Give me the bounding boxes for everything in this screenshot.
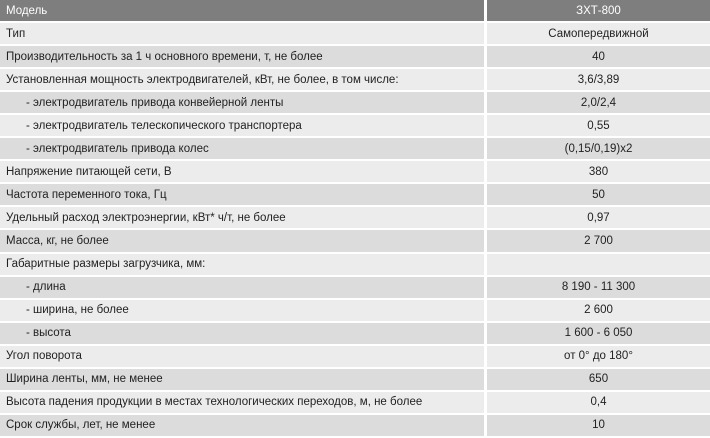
value-cell: 40 (487, 46, 710, 69)
table-row (0, 69, 710, 92)
table-row (0, 300, 710, 323)
param-cell: Частота переменного тока, Гц (0, 184, 487, 207)
table-row (0, 161, 710, 184)
table-row (0, 254, 710, 277)
table-row (0, 23, 710, 46)
param-cell: - электродвигатель привода колес (0, 138, 487, 161)
table-row (0, 369, 710, 392)
table-row (0, 115, 710, 138)
param-cell: - электродвигатель телескопического транспортера (0, 115, 487, 138)
param-cell: - высота (0, 323, 487, 346)
value-cell: 0,4 (487, 392, 710, 415)
value-cell: 380 (487, 161, 710, 184)
value-cell: 2 700 (487, 230, 710, 253)
value-cell: 0,55 (487, 115, 710, 138)
value-cell: 8 190 - 11 300 (487, 277, 710, 300)
table-row (0, 138, 710, 161)
param-cell: Ширина ленты, мм, не менее (0, 369, 487, 392)
header-value-cell: ЗХТ-800 (487, 0, 710, 23)
value-cell: (0,15/0,19)x2 (487, 138, 710, 161)
table-row (0, 230, 710, 253)
value-cell: 650 (487, 369, 710, 392)
table-row (0, 415, 710, 438)
param-cell: Производительность за 1 ч основного времени, т, не более (0, 46, 487, 69)
param-cell: - ширина, не более (0, 300, 487, 323)
table-row (0, 392, 710, 415)
table-row (0, 323, 710, 346)
param-cell: Масса, кг, не более (0, 230, 487, 253)
value-cell (487, 254, 710, 277)
table-row (0, 277, 710, 300)
param-cell: Удельный расход электроэнергии, кВт* ч/т, не более (0, 207, 487, 230)
value-cell: 2 600 (487, 300, 710, 323)
value-cell: от 0° до 180° (487, 346, 710, 369)
table-row (0, 346, 710, 369)
table-row (0, 207, 710, 230)
param-cell: Тип (0, 23, 487, 46)
param-cell: Установленная мощность электродвигателей, кВт, не более, в том числе: (0, 69, 487, 92)
value-cell: 2,0/2,4 (487, 92, 710, 115)
value-cell: Самопередвижной (487, 23, 710, 46)
value-cell: 50 (487, 184, 710, 207)
param-cell: - электродвигатель привода конвейерной ленты (0, 92, 487, 115)
value-cell: 1 600 - 6 050 (487, 323, 710, 346)
param-cell: Угол поворота (0, 346, 487, 369)
param-cell: Высота падения продукции в местах технологических переходов, м, не более (0, 392, 487, 415)
param-cell: - длина (0, 277, 487, 300)
param-cell: Срок службы, лет, не менее (0, 415, 487, 438)
table-row (0, 92, 710, 115)
table-row (0, 184, 710, 207)
value-cell: 0,97 (487, 207, 710, 230)
value-cell: 10 (487, 415, 710, 438)
header-param-cell: Модель (0, 0, 487, 23)
table-row (0, 46, 710, 69)
param-cell: Напряжение питающей сети, В (0, 161, 487, 184)
table-header-row (0, 0, 710, 23)
param-cell: Габаритные размеры загрузчика, мм: (0, 254, 487, 277)
value-cell: 3,6/3,89 (487, 69, 710, 92)
